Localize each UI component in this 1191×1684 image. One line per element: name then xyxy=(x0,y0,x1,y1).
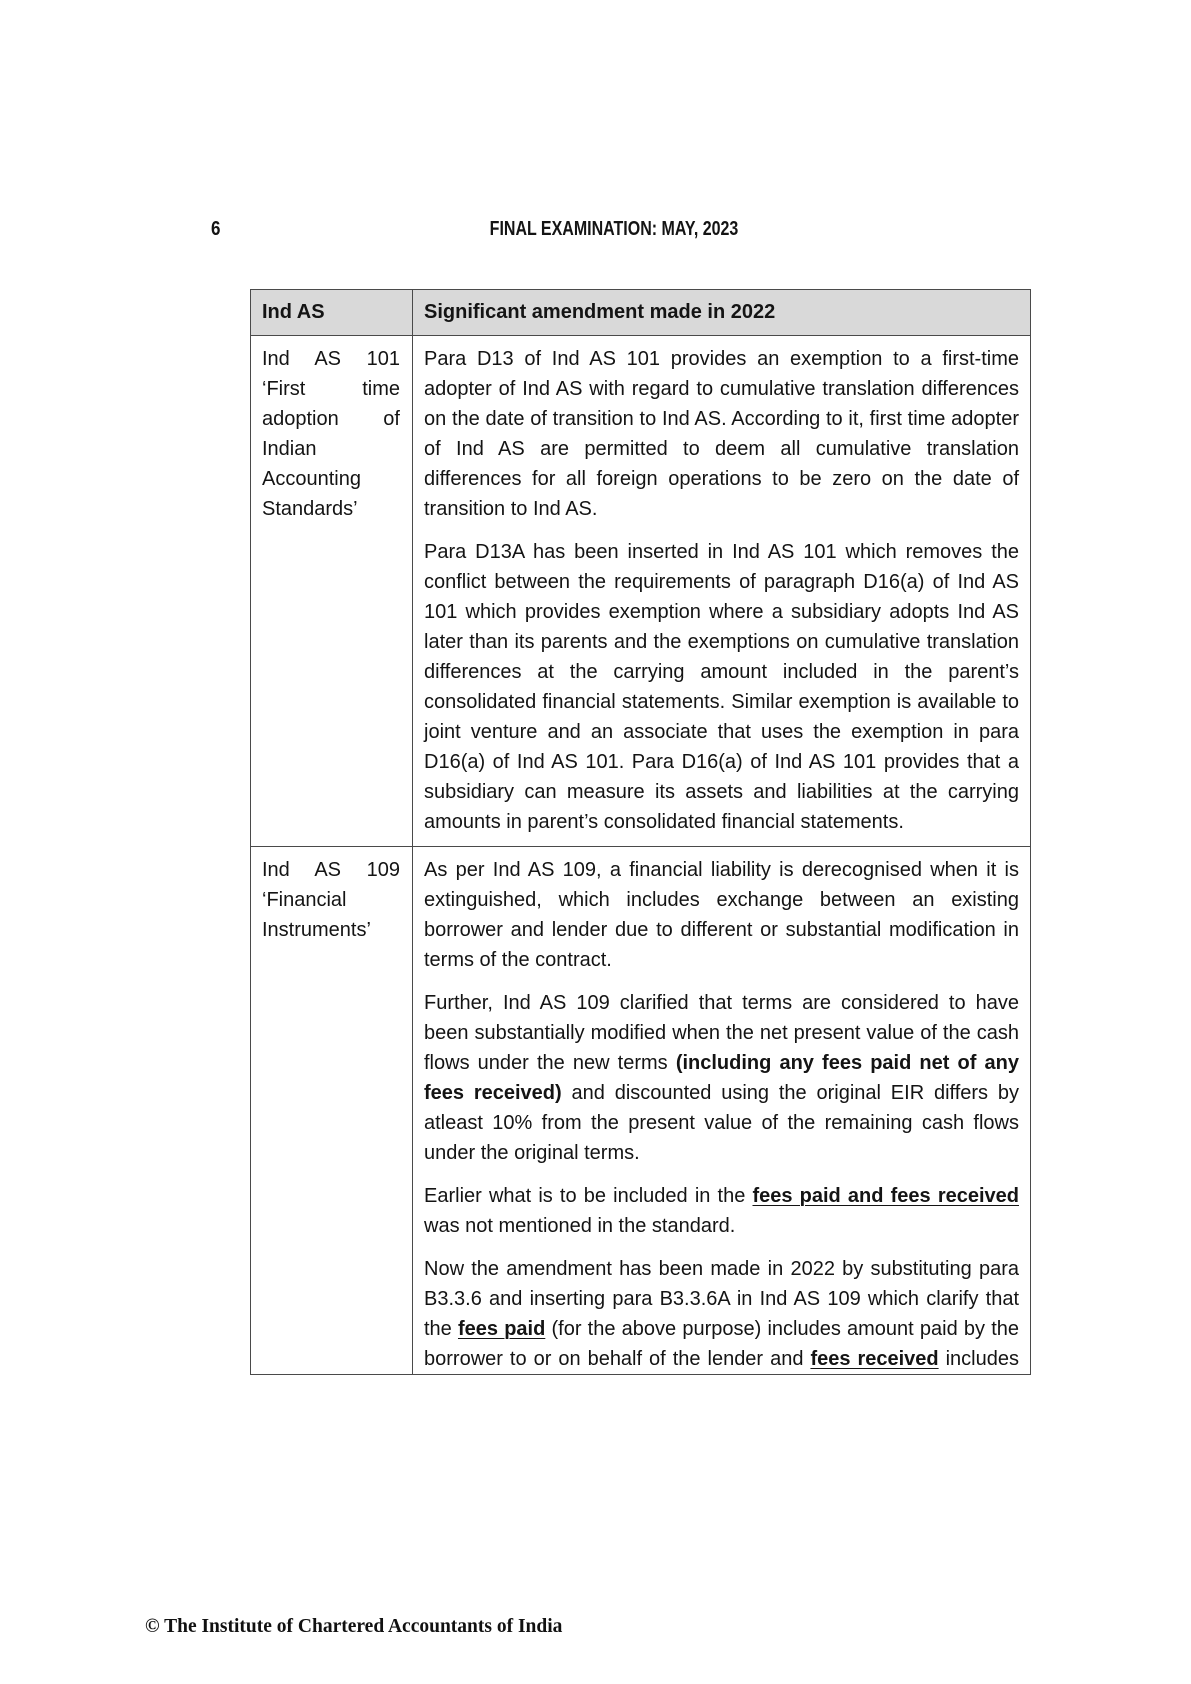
bold-underlined-text-segment: fees paid xyxy=(457,1318,546,1340)
amendment-paragraph xyxy=(424,1181,1019,1241)
amendment-cell xyxy=(413,336,1031,847)
amendment-paragraph xyxy=(424,988,1019,1168)
ind-as-cell xyxy=(251,847,413,1375)
text-segment: (for the above purpose) includes amount paid by the borrower to or on behalf of the lender and xyxy=(424,1318,1019,1370)
bold-text-segment: (including any fees paid net of any fees received) xyxy=(424,1052,1020,1104)
ind-as-name: Ind AS 109 ‘Financial Instruments’ xyxy=(262,859,400,941)
text-segment: includes xyxy=(938,1348,1019,1370)
text-segment: Para D13A has been inserted in Ind AS 101 which removes the conflict between the requirements of paragraph D16(a) of Ind AS 101 which provides exemption where a subsidiary adopts Ind AS later than its parents and the exemptions on cumulative translation differences at the carrying amount included in the parent’s consolidated financial statements. Similar exemption is available to joint venture and an associate that uses the exemption in para D16(a) of Ind AS 101. Para D16(a) of Ind AS 101 provides that a subsidiary can measure its assets and liabilities at the carrying amounts in parent’s consolidated financial statements. xyxy=(424,541,1019,833)
text-segment: Para D13 of Ind AS 101 provides an exemption to a first-time adopter of Ind AS with regard to cumulative translation differences on the date of transition to Ind AS. According to it, first time adopter of Ind AS are permitted to deem all cumulative translation differences for all foreign operations to be zero on the date of transition to Ind AS. xyxy=(424,348,1019,520)
text-segment: Earlier what is to be included in the xyxy=(424,1185,753,1207)
amendment-paragraph xyxy=(424,344,1019,524)
text-segment: Now the amendment has been made in 2022 by substituting para B3.3.6 and inserting para B3.3.6A in Ind AS 109 which clarify that the xyxy=(424,1258,1019,1340)
table-header-row xyxy=(251,290,1031,336)
bold-underlined-text-segment: fees paid and fees received xyxy=(752,1185,1019,1207)
amendment-paragraph xyxy=(424,537,1019,837)
page-number: 6 xyxy=(211,218,221,240)
ind-as-name: Ind AS 101 ‘First time adoption of Indian Accounting Standards’ xyxy=(262,348,400,520)
text-segment: was not mentioned in the standard. xyxy=(424,1215,736,1237)
text-segment: As per Ind AS 109, a financial liability is derecognised when it is extinguished, which includes exchange between an existing borrower and lender due to different or substantial modification in terms of the contract. xyxy=(424,859,1019,971)
ind-as-cell xyxy=(251,336,413,847)
footer-copyright: © The Institute of Chartered Accountants of India xyxy=(145,1616,563,1637)
table-row-ind-as-101 xyxy=(251,336,1031,847)
amendment-cell xyxy=(413,847,1031,1375)
text-segment: Further, Ind AS 109 clarified that terms are considered to have been substantially modified when the net present value of the cash flows under the new terms xyxy=(424,992,1019,1074)
amendment-paragraph xyxy=(424,1254,1019,1374)
header-cell-ind-as: Ind AS xyxy=(251,290,413,336)
amendment-paragraph xyxy=(424,855,1019,975)
text-segment: and discounted using the original EIR differs by atleast 10% from the present value of the remaining cash flows under the original terms. xyxy=(424,1082,1019,1164)
header-cell-amendment: Significant amendment made in 2022 xyxy=(413,290,1031,336)
bold-underlined-text-segment: fees received xyxy=(810,1348,939,1370)
amendments-table xyxy=(250,289,1031,1375)
page-title: FINAL EXAMINATION: MAY, 2023 xyxy=(489,218,739,240)
table-row-ind-as-109 xyxy=(251,847,1031,1375)
